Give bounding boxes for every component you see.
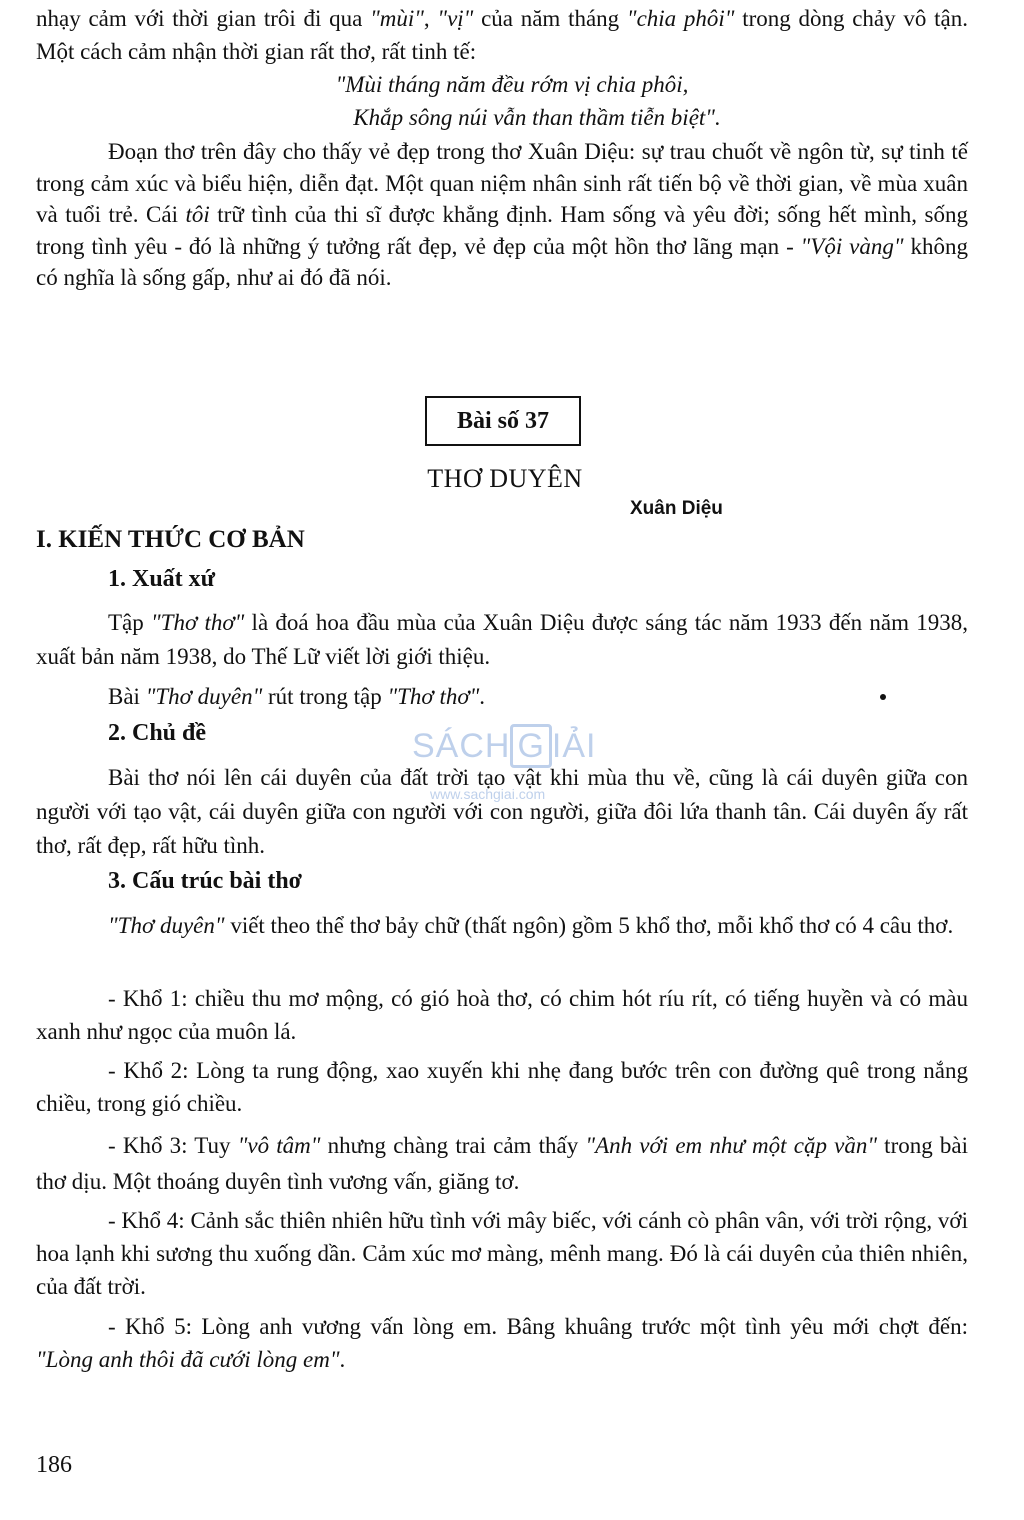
section-heading: I. KIẾN THỨC CƠ BẢN	[36, 526, 305, 553]
watermark-brand-right: IẢI	[551, 727, 597, 765]
italic-text-segment: "chia phôi"	[626, 6, 735, 31]
italic-text-segment: "vô tâm"	[237, 1133, 321, 1158]
text-segment: Bài	[108, 684, 146, 709]
lesson-label-box	[425, 396, 581, 446]
subheading-structure: 3. Cấu trúc bài thơ	[108, 868, 302, 894]
theme-paragraph	[36, 761, 968, 863]
text-segment: rút trong tập	[262, 684, 388, 709]
text-segment: trong dòng chảy vô tận. Một cách cảm nhận thời gian rất thơ, rất tinh tế:	[36, 6, 968, 64]
italic-text-segment: "Thơ duyên"	[145, 684, 263, 709]
subheading-origin: 1. Xuất xứ	[108, 566, 216, 592]
text-segment: - Khổ 3: Tuy	[108, 1133, 238, 1158]
stanza-4-note	[36, 1204, 968, 1303]
poem-author: Xuân Diệu	[630, 498, 723, 519]
italic-text-segment: "Lòng anh thôi đã cưới lòng em"	[36, 1347, 340, 1372]
print-speck	[880, 694, 886, 700]
text-segment: - Khổ 4: Cảnh sắc thiên nhiên hữu tình với mây biếc, với cánh cò phân vân, với trời rộng, với hoa lạnh khi sương thu xuống dần. Cảm xúc mơ màng, mênh mang. Đó là cái duyên của thiên nhiên, của đất trời.	[36, 1208, 968, 1299]
poem-title: THƠ DUYÊN	[427, 464, 583, 493]
text-segment: - Khổ 5: Lòng anh vương vấn lòng em. Bâng khuâng trước một tình yêu mới chợt đến:	[108, 1314, 968, 1339]
text-segment: của năm tháng	[473, 6, 627, 31]
stanza-5-note	[36, 1310, 968, 1376]
quote-line-2: Khắp sông núi vẫn than thầm tiễn biệt".	[353, 105, 721, 130]
summary-paragraph	[36, 136, 968, 294]
italic-text-segment: "vị"	[437, 6, 474, 31]
watermark-brand-g: G	[510, 724, 551, 768]
text-segment: - Khổ 1: chiều thu mơ mộng, có gió hoà thơ, có chim hót ríu rít, có tiếng huyền và có màu xanh như ngọc của muôn lá.	[36, 986, 968, 1044]
italic-text-segment: "mùi"	[370, 6, 424, 31]
text-segment: trong bài thơ dịu. Một thoáng duyên tình vương vấn, giăng tơ.	[36, 1133, 969, 1194]
italic-text-segment: "Vội vàng"	[800, 233, 904, 259]
text-segment: trữ tình của thi sĩ được khẳng định. Ham sống và yêu đời; sống hết mình, sống trong tình yêu - đó là những ý tưởng rất đẹp, vẻ đẹp của một hồn thơ lãng mạn -	[36, 202, 968, 259]
text-segment: viết theo thể thơ bảy chữ (thất ngôn) gồm 5 khổ thơ, mỗi khổ thơ có 4 câu thơ.	[224, 913, 954, 938]
page-number: 186	[36, 1452, 72, 1478]
text-segment: ,	[423, 6, 438, 31]
italic-text-segment: "Thơ duyên"	[108, 913, 225, 938]
text-segment: Tập	[108, 610, 152, 635]
subheading-theme: 2. Chủ đề	[108, 720, 207, 746]
stanza-1-note	[36, 982, 968, 1048]
italic-text-segment: "Thơ thơ"	[151, 610, 245, 635]
italic-text-segment: "Thơ thơ"	[387, 684, 480, 709]
text-segment: - Khổ 2: Lòng ta rung động, xao xuyến khi nhẹ đang bước trên con đường quê trong nắng chiều, trong gió chiều.	[36, 1058, 968, 1116]
text-segment: nhạy cảm với thời gian trôi đi qua	[36, 6, 371, 31]
text-segment: Đoạn thơ trên đây cho thấy vẻ đẹp trong thơ Xuân Diệu: sự trau chuốt về ngôn từ, sự tinh tế trong cảm xúc và biểu hiện, diễn đạt. Một quan niệm nhân sinh rất tiến bộ về thời gian, về mùa xuân và tuổi trẻ. Cái	[36, 139, 968, 227]
stanza-2-note	[36, 1054, 968, 1120]
text-segment: không có nghĩa là sống gấp, như ai đó đã nói.	[36, 233, 968, 290]
top-paragraph	[36, 2, 968, 68]
italic-text-segment: tôi	[185, 202, 210, 227]
origin-paragraph-2	[36, 680, 968, 713]
text-segment: .	[339, 1347, 346, 1372]
structure-intro	[36, 909, 968, 942]
watermark-brand-left: SÁCH	[412, 727, 511, 765]
lesson-label: Bài số 37	[456, 407, 549, 434]
italic-text-segment: "Anh với em như một cặp vần"	[585, 1133, 877, 1158]
text-segment: .	[479, 684, 486, 709]
watermark-url: www.sachgiai.com	[430, 786, 546, 802]
text-segment: là đoá hoa đầu mùa của Xuân Diệu được sáng tác năm 1933 đến năm 1938, xuất bản năm 1938, do Thế Lữ viết lời giới thiệu.	[36, 610, 968, 669]
text-segment: Bài thơ nói lên cái duyên của đất trời tạo vật khi mùa thu về, cũng là cái duyên giữa con người với tạo vật, cái duyên giữa con người với con người, giữa đôi lứa thanh tân. Cái duyên ấy rất thơ, rất đẹp, rất hữu tình.	[36, 765, 968, 858]
origin-paragraph	[36, 606, 968, 674]
stanza-3-note	[36, 1128, 968, 1200]
quote-line-1: "Mùi tháng năm đều rớm vị chia phôi,	[335, 72, 689, 97]
text-segment: nhưng chàng trai cảm thấy	[320, 1133, 586, 1158]
poem-quote	[0, 68, 1024, 134]
